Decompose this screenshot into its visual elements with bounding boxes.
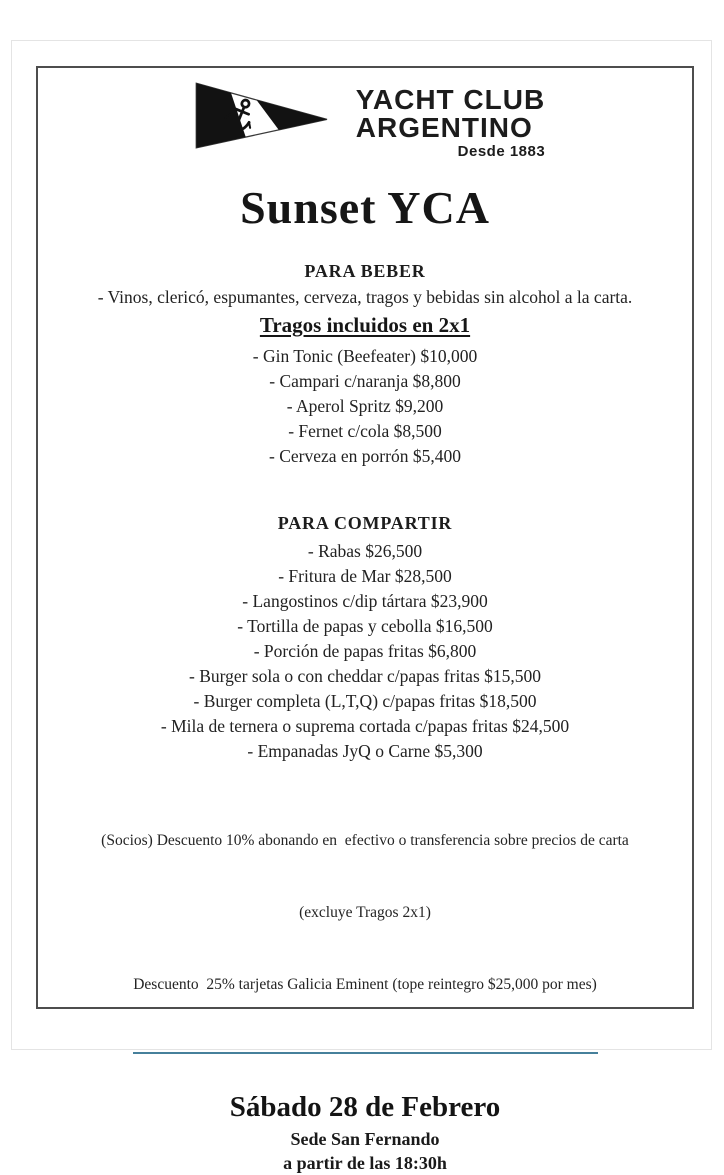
drink-item: - Gin Tonic (Beefeater) $10,000 [252,346,478,366]
club-name-line1: YACHT CLUB [355,83,546,115]
drink-item: - Campari c/naranja $8,800 [269,371,461,391]
food-list [38,539,692,764]
drinks-section-heading: PARA BEBER [304,261,426,281]
club-logo [38,79,692,165]
food-item: - Langostinos c/dip tártara $23,900 [242,591,488,611]
club-burgee-flag-icon [185,79,340,165]
event-venue: Sede San Fernando [290,1129,440,1149]
discount-notes [38,781,692,1045]
drink-item: - Fernet c/cola $8,500 [288,421,442,441]
drinks-2x1-subheading: Tragos incluidos en 2x1 [259,313,471,337]
menu-border-frame [36,66,694,1173]
food-section-heading: PARA COMPARTIR [277,513,453,533]
discount-note-members: (Socios) Descuento 10% abonando en efectivo o transferencia sobre precios de carta [101,832,629,849]
divider-rule [133,1052,598,1054]
food-item: - Burger sola o con cheddar c/papas fritas $15,500 [189,666,541,686]
drink-item: - Cerveza en porrón $5,400 [269,446,461,466]
food-item: - Empanadas JyQ o Carne $5,300 [247,741,483,761]
food-item: - Tortilla de papas y cebolla $16,500 [237,616,493,636]
menu-page [11,40,712,1173]
food-item: - Mila de ternera o suprema cortada c/papas fritas $24,500 [160,716,570,736]
food-item: - Rabas $26,500 [307,541,423,561]
drink-item: - Aperol Spritz $9,200 [286,396,444,416]
discount-note-galicia: Descuento 25% tarjetas Galicia Eminent (tope reintegro $25,000 por mes) [133,976,597,993]
club-tagline: Desde 1883 [457,142,546,160]
club-name-line2: ARGENTINO [355,111,533,143]
event-title: Sunset YCA [240,182,490,233]
club-name [355,83,546,160]
food-item: - Porción de papas fritas $6,800 [253,641,477,661]
food-item: - Fritura de Mar $28,500 [278,566,452,586]
food-item: - Burger completa (L,T,Q) c/papas fritas $18,500 [193,691,537,711]
event-date: Sábado 28 de Febrero [229,1091,501,1123]
drinks-intro: - Vinos, clericó, espumantes, cerveza, tragos y bebidas sin alcohol a la carta. [97,287,633,307]
event-time: a partir de las 18:30h [283,1153,447,1173]
discount-note-exclusion: (excluye Tragos 2x1) [299,904,431,921]
drinks-list [38,344,692,469]
